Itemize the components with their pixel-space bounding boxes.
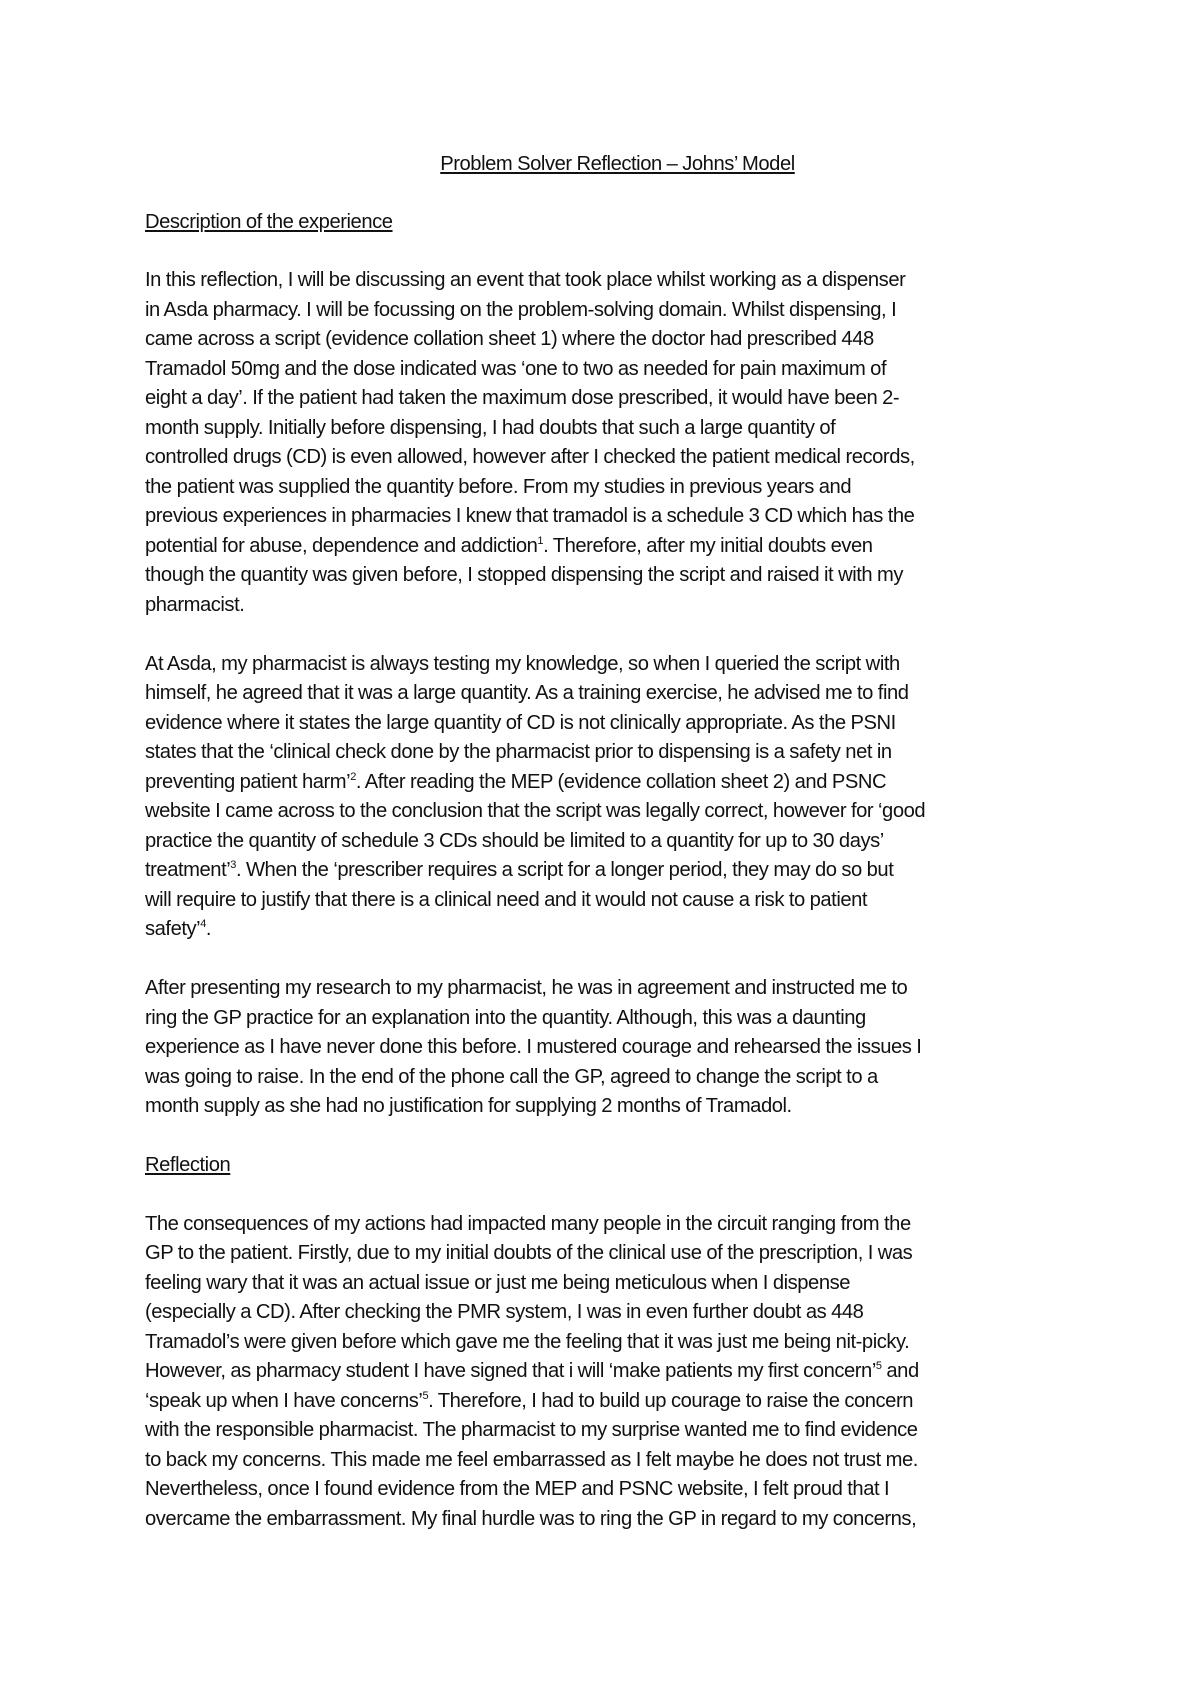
text-run: and	[881, 1360, 919, 1382]
text-run: himself, he agreed that it was a large quantity. As a training exercise, he advised me to find	[145, 682, 909, 704]
text-run: was going to raise. In the end of the phone call the GP, agreed to change the script to a	[145, 1065, 878, 1088]
footnote-ref: 5	[875, 1360, 882, 1372]
text-run: In this reflection, I will be discussing an event that took place whilst working as a dispenser	[145, 269, 906, 291]
text-line	[145, 886, 1070, 916]
text-run: feeling wary that it was an actual issue or just me being meticulous when I dispense	[145, 1271, 851, 1294]
footnote-ref: 3	[230, 859, 236, 871]
text-run: to back my concerns. This made me feel embarrassed as I felt maybe he does not trust me.	[145, 1448, 918, 1471]
text-run: .	[205, 918, 212, 940]
text-run: Nevertheless, once I found evidence from the MEP and PSNC website, I felt proud that I	[145, 1478, 890, 1500]
text-run: practice the quantity of schedule 3 CDs should be limited to a quantity for up to 30 days’	[145, 829, 884, 852]
text-line	[145, 532, 1070, 562]
text-run: ring the GP practice for an explanation into the quantity. Although, this was a daunting	[145, 1006, 866, 1029]
text-run: overcame the embarrassment. My final hurdle was to ring the GP in regard to my concerns,	[145, 1507, 917, 1530]
text-run: However, as pharmacy student I have signed that i will ‘make patients my first concern’	[145, 1360, 876, 1382]
text-run: the patient was supplied the quantity before. From my studies in previous years and	[145, 475, 852, 498]
text-line	[145, 296, 1070, 326]
text-line	[145, 384, 1070, 414]
text-run: though the quantity was given before, I stopped dispensing the script and raised it with my	[145, 564, 904, 586]
document-body	[145, 208, 1070, 1535]
text-line	[145, 650, 1070, 680]
text-line	[145, 1063, 1070, 1093]
text-run: preventing patient harm’	[145, 770, 351, 793]
text-line	[145, 1475, 1070, 1505]
text-run: will require to justify that there is a clinical need and it would not cause a risk to patient	[145, 888, 868, 911]
text-line	[145, 827, 1070, 857]
text-line	[145, 1357, 1070, 1387]
text-run: in Asda pharmacy. I will be focussing on the problem-solving domain. Whilst dispensing, I	[145, 298, 897, 321]
text-line	[145, 1239, 1070, 1269]
text-run: treatment’	[145, 859, 231, 881]
text-line	[145, 443, 1070, 473]
text-line	[145, 1505, 1070, 1535]
text-line	[145, 1416, 1070, 1446]
text-run: . When the ‘prescriber requires a script for a longer period, they may do so but	[235, 859, 894, 881]
text-line	[145, 768, 1070, 798]
text-line	[145, 974, 1070, 1004]
text-run: states that the ‘clinical check done by the pharmacist prior to dispensing is a safety net in	[145, 741, 892, 763]
body-paragraph	[145, 974, 1070, 1122]
text-line	[145, 355, 1070, 385]
text-line	[145, 414, 1070, 444]
text-run: . Therefore, I had to build up courage to raise the concern	[428, 1389, 914, 1412]
text-line	[145, 561, 1070, 591]
text-line	[145, 709, 1070, 739]
text-run: website I came across to the conclusion that the script was legally correct, however for ‘good	[145, 800, 926, 822]
text-line	[145, 266, 1070, 296]
text-line	[145, 1033, 1070, 1063]
text-line	[145, 1328, 1070, 1358]
text-line	[145, 502, 1070, 532]
text-run: potential for abuse, dependence and addiction	[145, 534, 538, 557]
text-run: safety’	[145, 918, 201, 940]
body-paragraph	[145, 650, 1070, 945]
text-run: eight a day’. If the patient had taken the maximum dose prescribed, it would have been 2-	[145, 387, 900, 409]
text-run: At Asda, my pharmacist is always testing my knowledge, so when I queried the script with	[145, 652, 900, 675]
section-heading: Description of the experience	[145, 210, 393, 233]
text-run: After presenting my research to my pharmacist, he was in agreement and instructed me to	[145, 977, 908, 999]
text-run: (especially a CD). After checking the PMR system, I was in even further doubt as 448	[145, 1301, 864, 1323]
text-run: experience as I have never done this before. I mustered courage and rehearsed the issues I	[145, 1036, 922, 1058]
text-run: with the responsible pharmacist. The pharmacist to my surprise wanted me to find evidence	[145, 1419, 918, 1441]
text-run: ‘speak up when I have concerns’	[145, 1389, 423, 1412]
text-line	[145, 325, 1070, 355]
footnote-ref: 4	[200, 918, 206, 930]
text-run: Tramadol’s were given before which gave me the feeling that it was just me being nit-picky.	[145, 1330, 910, 1353]
text-run: Tramadol 50mg and the dose indicated was ‘one to two as needed for pain maximum of	[145, 357, 887, 380]
text-run: evidence where it states the large quantity of CD is not clinically appropriate. As the PSNI	[145, 711, 896, 734]
footnote-ref: 2	[350, 770, 356, 783]
text-run: . After reading the MEP (evidence collation sheet 2) and PSNC	[355, 770, 887, 793]
text-line	[145, 1092, 1070, 1122]
text-line	[145, 1446, 1070, 1476]
text-run: month supply as she had no justification for supplying 2 months of Tramadol.	[145, 1095, 792, 1117]
text-line	[145, 1298, 1070, 1328]
text-run: GP to the patient. Firstly, due to my initial doubts of the clinical use of the prescription, I was	[145, 1242, 913, 1264]
text-line	[145, 856, 1070, 886]
text-line	[145, 738, 1070, 768]
section-heading: Reflection	[145, 1154, 231, 1176]
text-line	[145, 1210, 1070, 1240]
page-title: Problem Solver Reflection – Johns’ Model	[440, 153, 795, 175]
text-line	[145, 1004, 1070, 1034]
text-line	[145, 591, 1070, 621]
text-run: previous experiences in pharmacies I knew that tramadol is a schedule 3 CD which has the	[145, 505, 915, 527]
footnote-ref: 5	[422, 1389, 429, 1402]
body-paragraph	[145, 1210, 1070, 1535]
text-run: pharmacist.	[145, 593, 245, 616]
text-line	[145, 1269, 1070, 1299]
text-line	[145, 473, 1070, 503]
text-run: month supply. Initially before dispensing, I had doubts that such a large quantity of	[145, 416, 836, 439]
text-line	[145, 915, 1070, 945]
text-run: . Therefore, after my initial doubts even	[543, 534, 873, 557]
footnote-ref: 1	[537, 534, 544, 547]
body-paragraph	[145, 266, 1070, 620]
text-line	[145, 797, 1070, 827]
text-run: controlled drugs (CD) is even allowed, however after I checked the patient medical records,	[145, 446, 915, 468]
text-run: came across a script (evidence collation sheet 1) where the doctor had prescribed 448	[145, 328, 874, 350]
text-run: The consequences of my actions had impacted many people in the circuit ranging from the	[145, 1212, 911, 1235]
text-line	[145, 1387, 1070, 1417]
text-line	[145, 679, 1070, 709]
